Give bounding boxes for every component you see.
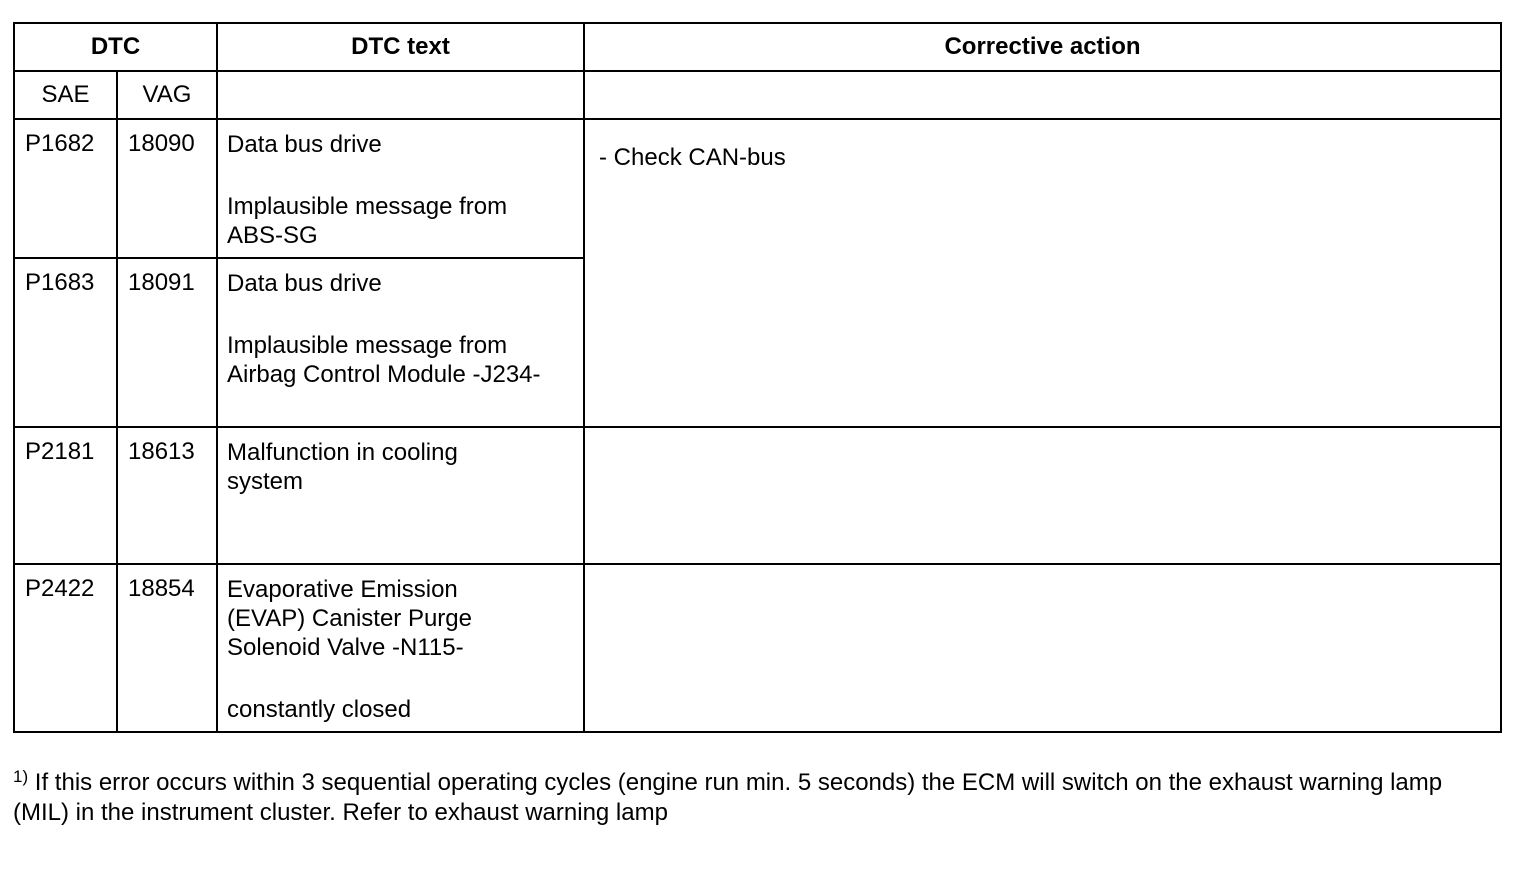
sae-code: P1683 — [14, 258, 117, 427]
header-corrective-action: Corrective action — [584, 23, 1501, 71]
subheader-empty-action — [584, 71, 1501, 119]
sae-code: P2422 — [14, 564, 117, 732]
dtc-text-line: (EVAP) Canister Purge — [227, 605, 472, 632]
dtc-text-line: Solenoid Valve -N115- — [227, 634, 464, 661]
sae-code: P2181 — [14, 427, 117, 564]
vag-code: 18091 — [117, 258, 217, 427]
header-row — [14, 23, 1501, 71]
dtc-text-line: Data bus drive — [227, 270, 382, 297]
footnote — [13, 768, 1493, 828]
dtc-text-line: Airbag Control Module -J234- — [227, 361, 541, 388]
corrective-action-empty — [584, 427, 1501, 564]
table-row — [14, 119, 1501, 258]
dtc-text-line: Malfunction in cooling — [227, 439, 458, 466]
dtc-text-line: ABS-SG — [227, 222, 318, 249]
subheader-empty-text — [217, 71, 584, 119]
subheader-sae: SAE — [14, 71, 117, 119]
dtc-text-line: Implausible message from — [227, 332, 508, 359]
dtc-text — [217, 564, 584, 732]
subheader-row — [14, 71, 1501, 119]
dtc-text — [217, 427, 584, 564]
dtc-text-line: Implausible message from — [227, 193, 508, 220]
dtc-text-line: Evaporative Emission — [227, 576, 458, 603]
table-row — [14, 564, 1501, 732]
dtc-text-line: Data bus drive — [227, 131, 382, 158]
corrective-action: - Check CAN-bus — [584, 119, 1501, 427]
footnote-text: If this error occurs within 3 sequential operating cycles (engine run min. 5 seconds) the ECM will switch on the exhaust warning lamp (MIL) in the instrument cluster. Refer to exhaust warning lamp — [13, 769, 1443, 826]
dtc-text — [217, 119, 584, 258]
dtc-table — [13, 22, 1502, 733]
dtc-text-line: constantly closed — [227, 696, 412, 723]
header-dtc-text: DTC text — [217, 23, 584, 71]
dtc-text — [217, 258, 584, 427]
vag-code: 18613 — [117, 427, 217, 564]
sae-code: P1682 — [14, 119, 117, 258]
dtc-text-line: system — [227, 468, 304, 495]
header-dtc: DTC — [14, 23, 217, 71]
vag-code: 18090 — [117, 119, 217, 258]
footnote-marker: 1) — [13, 767, 29, 786]
table-row — [14, 427, 1501, 564]
vag-code: 18854 — [117, 564, 217, 732]
corrective-action-empty — [584, 564, 1501, 732]
subheader-vag: VAG — [117, 71, 217, 119]
